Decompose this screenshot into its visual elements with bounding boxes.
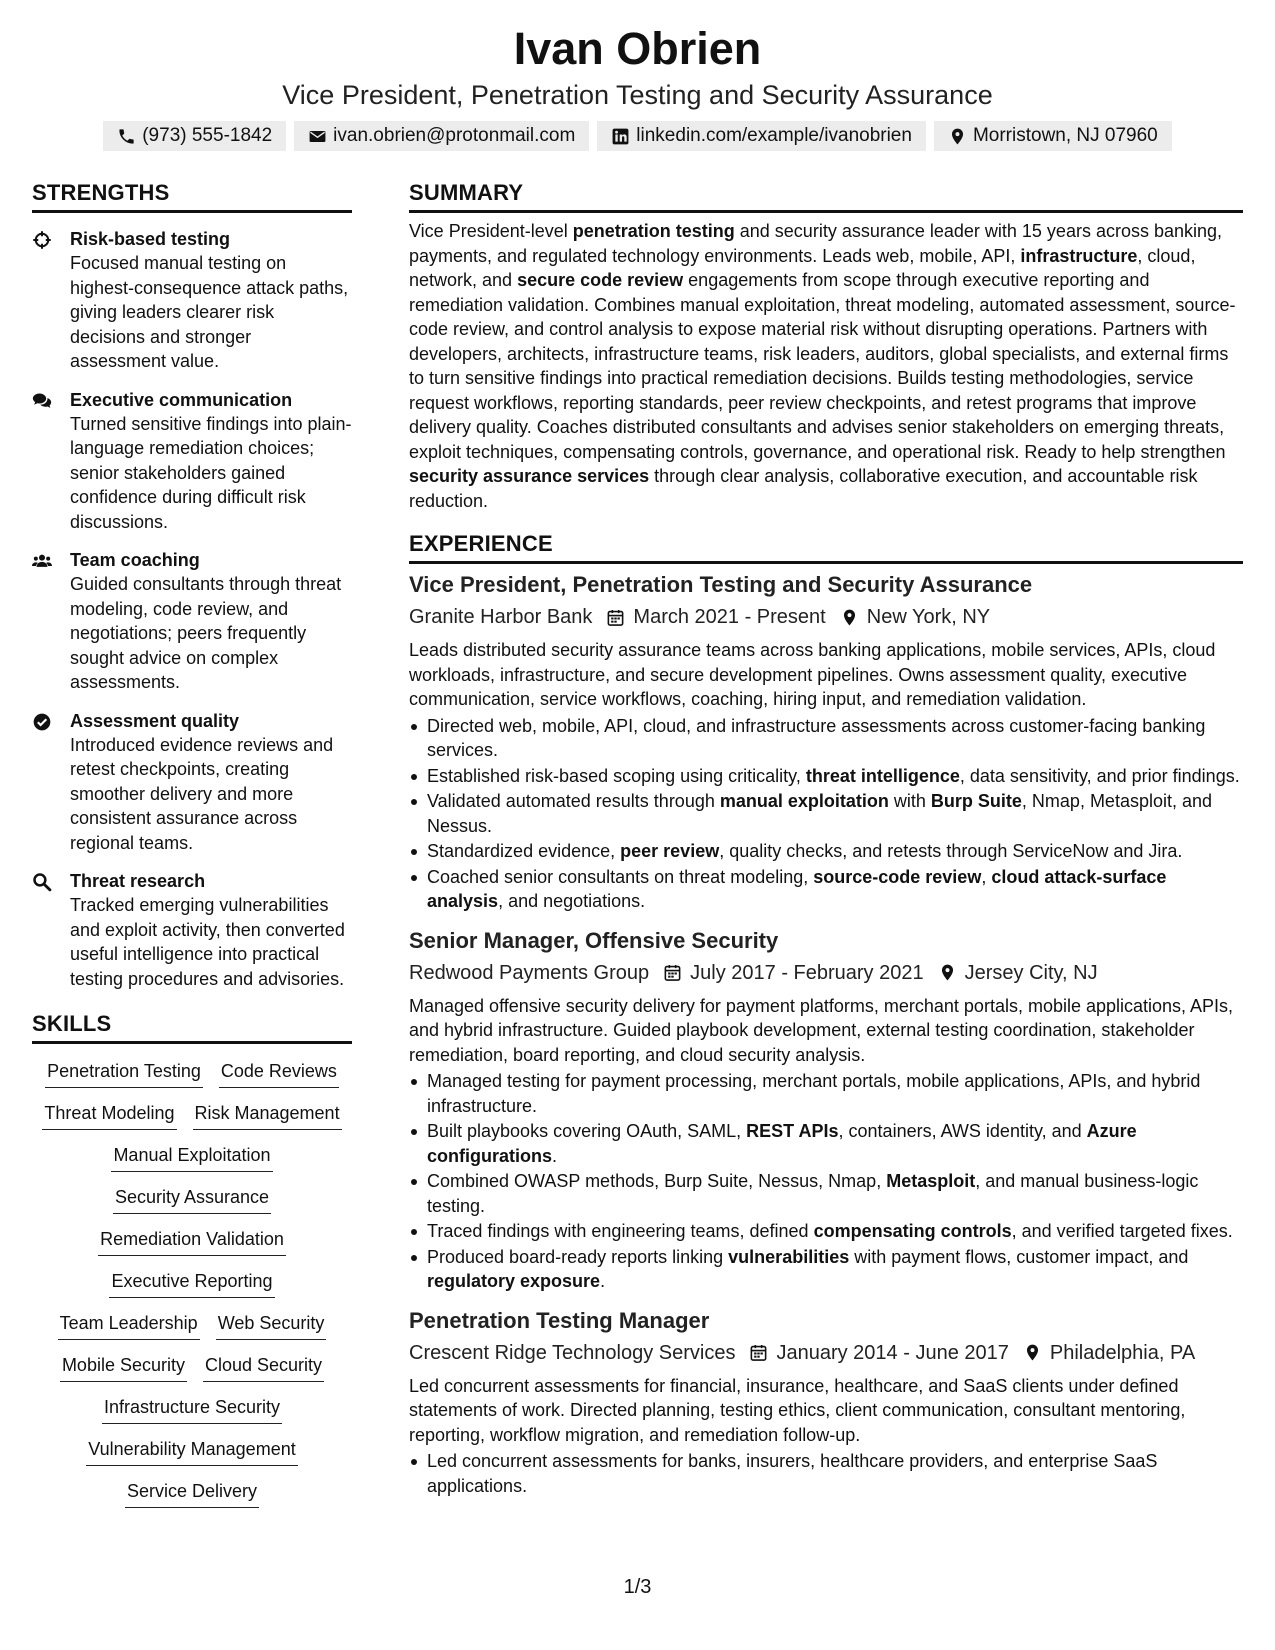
job-location: New York, NY — [866, 606, 991, 628]
strength-desc: Focused manual testing on highest-consequence attack paths, giving leaders clearer risk decisions and stronger assessment value. — [70, 253, 349, 371]
skill-tag: Mobile Security — [60, 1352, 187, 1382]
skill-tag: Service Delivery — [125, 1478, 259, 1508]
contact-location — [934, 121, 1172, 151]
contact-phone-text: (973) 555-1842 — [142, 125, 273, 146]
contact-location-text: Morristown, NJ 07960 — [972, 125, 1158, 146]
job-company: Crescent Ridge Technology Services — [409, 1341, 736, 1364]
map-marker-icon — [1023, 1343, 1042, 1362]
experience-heading: EXPERIENCE — [409, 529, 1243, 564]
job-bullet: Directed web, mobile, API, cloud, and infrastructure assessments across customer-facing banking services. — [409, 714, 1243, 763]
skill-tag: Penetration Testing — [45, 1058, 203, 1088]
crosshairs-icon — [32, 230, 52, 250]
skill-tag: Remediation Validation — [98, 1226, 286, 1256]
contact-phone — [103, 121, 286, 151]
skills-heading: SKILLS — [32, 1009, 352, 1044]
job-location: Philadelphia, PA — [1049, 1341, 1196, 1364]
right-column — [409, 178, 1243, 1498]
calendar-icon — [606, 608, 625, 627]
contact-email-text: ivan.obrien@protonmail.com — [333, 125, 576, 146]
skill-tag: Threat Modeling — [42, 1100, 176, 1130]
strengths-heading: STRENGTHS — [32, 178, 352, 213]
job-bullet: Led concurrent assessments for banks, insurers, healthcare providers, and enterprise SaaS applications. — [409, 1449, 1243, 1498]
job-company: Redwood Payments Group — [409, 961, 650, 984]
contact-bar — [0, 121, 1275, 151]
linkedin-icon — [611, 127, 630, 146]
job-bullet: Validated automated results through manual exploitation with Burp Suite, Nmap, Metasploit, and Nessus. — [409, 789, 1243, 838]
job-role: Penetration Testing Manager — [409, 1307, 710, 1333]
skill-tag: Executive Reporting — [109, 1268, 274, 1298]
skill-tag: Cloud Security — [203, 1352, 324, 1382]
job-description: Leads distributed security assurance teams across banking applications, mobile services, APIs, cloud workloads, infrastructure, and secure development pipelines. Owns assessment quality, executive communication, service workflows, coaching, hiring input, and remediation validation. — [409, 640, 1216, 709]
contact-linkedin[interactable] — [597, 121, 926, 151]
map-marker-icon — [948, 127, 967, 146]
resume-header — [0, 22, 1275, 151]
job-bullets — [409, 714, 1243, 914]
candidate-name: Ivan Obrien — [513, 23, 762, 74]
users-icon — [32, 551, 52, 571]
strength-item — [32, 709, 352, 856]
skill-tag: Risk Management — [193, 1100, 342, 1130]
job-location: Jersey City, NJ — [964, 961, 1098, 984]
skill-tag: Team Leadership — [58, 1310, 200, 1340]
strength-desc: Turned sensitive findings into plain-language remediation choices; senior stakeholders gained confidence during difficult risk discussions. — [70, 413, 352, 532]
summary-heading: SUMMARY — [409, 178, 1243, 213]
job-bullet: Coached senior consultants on threat modeling, source-code review, cloud attack-surface analysis, and negotiations. — [409, 865, 1243, 914]
strength-title: Threat research — [70, 871, 206, 891]
job-bullet: Traced findings with engineering teams, defined compensating controls, and verified targeted fixes. — [409, 1219, 1243, 1244]
strength-desc: Introduced evidence reviews and retest checkpoints, creating smoother delivery and more consistent assurance across regional teams. — [70, 734, 334, 853]
contact-linkedin-text: linkedin.com/example/ivanobrien — [636, 125, 912, 146]
strength-desc: Tracked emerging vulnerabilities and exploit activity, then converted useful intelligence into practical testing procedures and advisories. — [70, 895, 345, 989]
skill-tag: Manual Exploitation — [111, 1142, 272, 1172]
skill-tag: Security Assurance — [113, 1184, 271, 1214]
skill-tag: Vulnerability Management — [86, 1436, 297, 1466]
job-bullet: Produced board-ready reports linking vulnerabilities with payment flows, customer impact, and regulatory exposure. — [409, 1245, 1243, 1294]
left-column — [32, 178, 352, 1508]
strength-item — [32, 869, 352, 991]
job-dates: March 2021 - Present — [633, 606, 826, 628]
check-circle-icon — [32, 712, 52, 732]
map-marker-icon — [840, 608, 859, 627]
summary-text: Vice President-level penetration testing and security assurance leader with 15 years across banking, payments, and regulated technology environments. Leads web, mobile, API, infrastructure, cloud, network, and secure code review engagements from scope through executive reporting and remediation validation. Combines manual exploitation, threat modeling, automated assessment, source-code review, and control analysis to expose material risk without disrupting operations. Partners with developers, architects, infrastructure teams, risk leaders, auditors, global specialists, and external firms to turn sensitive findings into practical remediation decisions. Builds testing methodologies, service request workflows, reporting standards, peer review checkpoints, and retest programs that improve delivery quality. Coaches distributed consultants and advises senior stakeholders on emerging threats, exploit techniques, compensating controls, governance, and operational risk. Ready to help strengthen security assurance services through clear analysis, collaborative execution, and accountable risk reduction. — [409, 221, 1236, 511]
job-bullet: Established risk-based scoping using criticality, threat intelligence, data sensitivity, and prior findings. — [409, 764, 1243, 789]
job-description: Managed offensive security delivery for payment platforms, merchant portals, mobile applications, APIs, and hybrid infrastructure. Guided playbook development, external testing coordination, stakeholder remediation, board reporting, and cloud security analysis. — [409, 995, 1234, 1065]
job-meta — [409, 602, 1243, 632]
job-dates: January 2014 - June 2017 — [776, 1341, 1009, 1364]
comments-icon — [32, 391, 52, 411]
map-marker-icon — [938, 963, 957, 982]
job-meta — [409, 958, 1243, 988]
job-meta — [409, 1338, 1243, 1368]
job-role: Vice President, Penetration Testing and Security Assurance — [409, 572, 1033, 597]
contact-email[interactable] — [294, 121, 589, 151]
calendar-icon — [663, 963, 682, 982]
strength-item — [32, 388, 352, 535]
job-bullet: Standardized evidence, peer review, quality checks, and retests through ServiceNow and Jira. — [409, 839, 1243, 864]
envelope-icon — [308, 127, 327, 146]
skills-list — [32, 1058, 352, 1508]
page-number: 1/3 — [623, 1576, 652, 1598]
job-bullet: Combined OWASP methods, Burp Suite, Nessus, Nmap, Metasploit, and manual business-logic testing. — [409, 1169, 1243, 1218]
calendar-icon — [749, 1343, 768, 1362]
job-dates: July 2017 - February 2021 — [690, 961, 924, 984]
job-entry — [409, 1306, 1243, 1499]
strength-desc: Guided consultants through threat modeling, code review, and negotiations; peers frequently sought advice on complex assessments. — [70, 574, 342, 692]
job-bullet: Built playbooks covering OAuth, SAML, REST APIs, containers, AWS identity, and Azure configurations. — [409, 1119, 1243, 1168]
strength-title: Executive communication — [70, 389, 293, 410]
strength-item — [32, 548, 352, 695]
job-entry — [409, 570, 1243, 914]
candidate-title: Vice President, Penetration Testing and Security Assurance — [282, 80, 993, 110]
skill-tag: Infrastructure Security — [102, 1394, 282, 1424]
phone-icon — [117, 127, 136, 146]
strength-title: Risk-based testing — [70, 229, 231, 249]
search-icon — [32, 872, 52, 892]
job-company: Granite Harbor Bank — [409, 606, 593, 628]
strength-title: Assessment quality — [70, 710, 240, 731]
skill-tag: Web Security — [216, 1310, 327, 1340]
skill-tag: Code Reviews — [219, 1058, 339, 1088]
job-description: Led concurrent assessments for financial, insurance, healthcare, and SaaS clients under defined statements of work. Directed planning, testing ethics, client communication, consultant mentoring, reporting, workflow migration, and remediation follow-up. — [409, 1375, 1186, 1445]
job-bullets — [409, 1069, 1243, 1294]
job-role: Senior Manager, Offensive Security — [409, 927, 779, 953]
strength-item — [32, 227, 352, 374]
strength-title: Team coaching — [70, 550, 200, 570]
job-entry — [409, 926, 1243, 1294]
job-bullets — [409, 1449, 1243, 1498]
job-bullet: Managed testing for payment processing, merchant portals, mobile applications, APIs, and hybrid infrastructure. — [409, 1069, 1243, 1118]
